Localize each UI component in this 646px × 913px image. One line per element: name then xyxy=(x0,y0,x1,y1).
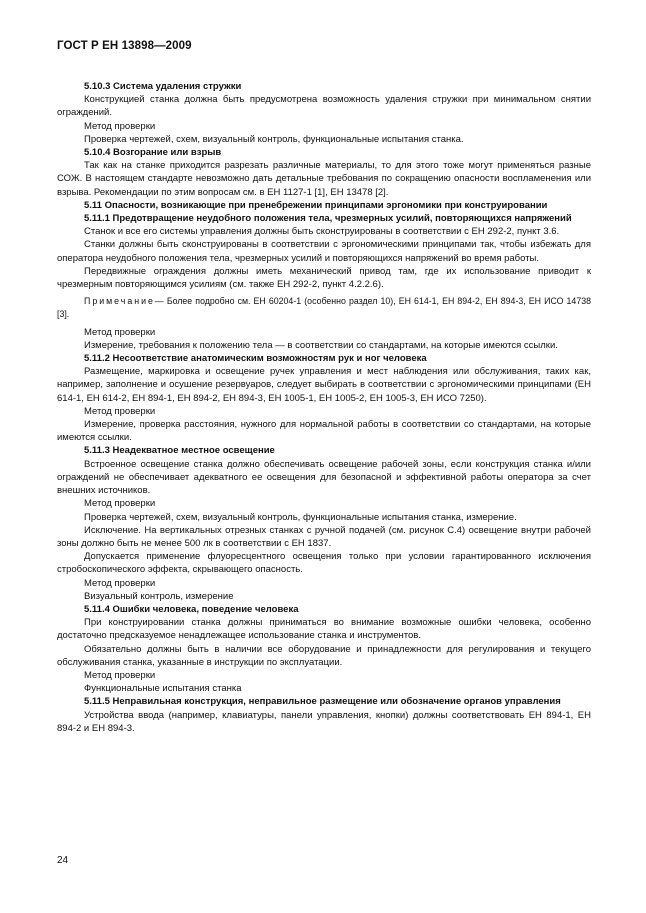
document-header: ГОСТ Р ЕН 13898—2009 xyxy=(57,40,192,52)
paragraph: Станки должны быть сконструированы в соответствии с эргономическими принципами так, чтобы избежать для оператора неудобного положения тела, чрезмерных усилий и повторяющихся напряжений во время работы. xyxy=(57,239,591,264)
paragraph: Встроенное освещение станка должно обеспечивать освещение рабочей зоны, если конструкция станка и/или ограждений не обеспечивает адекватного ее освещения для безопасной и эффективной работы оператора за счет внешних источников. xyxy=(57,458,591,497)
paragraph: Конструкцией станка должна быть предусмотрена возможность удаления стружки при минимальном снятии ограждений. xyxy=(57,94,591,119)
paragraph: Передвижные ограждения должны иметь механический привод там, где их использование приводит к чрезмерным повторяющимся усилиям (см. также ЕН 292-2, пункт 4.2.2.6). xyxy=(57,265,591,291)
method-label: Метод проверки xyxy=(84,498,156,510)
note-label: Примечание xyxy=(84,296,155,307)
paragraph: Устройства ввода (например, клавиатуры, панели управления, кнопки) должны соответствовать ЕН 894-1, ЕН 894-2 и ЕН 894-3. xyxy=(57,709,591,734)
paragraph: Обязательно должны быть в наличии все оборудование и принадлежности для регулирования и текущего обслуживания станка, указанные в инструкции по эксплуатации. xyxy=(57,643,591,668)
paragraph: Проверка чертежей, схем, визуальный контроль, функциональные испытания станка, измерение. xyxy=(84,511,517,523)
paragraph: Размещение, маркировка и освещение ручек управления и мест наблюдения или обслуживания, таких как, например, заполнение и осушение резервуаров, следует выбирать в соответствии с эргономическими принципами (ЕН 614-1, ЕН 614-2, ЕН 894-1, ЕН 894-2, ЕН 894-3, ЕН 1005-1, ЕН 1005-2, ЕН 1005-3, ЕН ИСО 7250). xyxy=(57,366,591,404)
paragraph: Исключение. На вертикальных отрезных станках с ручной подачей (см. рисунок С.4) освещение внутри рабочей зоны должно быть не менее 500 лк в соответствии с ЕН 1837. xyxy=(57,524,591,549)
section-heading: 5.11.1 Предотвращение неудобного положения тела, чрезмерных усилий, повторяющихся напряжений xyxy=(84,213,572,225)
note-paragraph xyxy=(57,295,591,321)
paragraph: Станок и все его системы управления должны быть сконструированы в соответствии с ЕН 292-2, пункт 3.6. xyxy=(84,226,560,238)
document-body xyxy=(57,80,591,735)
section-heading: 5.11.2 Несоответствие анатомическим возможностям рук и ног человека xyxy=(84,353,427,365)
note-text: — Более подробно см. ЕН 60204-1 (особенно раздел 10), ЕН 614-1, ЕН 894-2, ЕН 894-3, ЕН ИСО 14738 [3]. xyxy=(57,296,591,320)
paragraph: Проверка чертежей, схем, визуальный контроль, функциональные испытания станка. xyxy=(84,133,464,145)
paragraph: Измерение, требования к положению тела — в соответствии со стандартами, на которые имеются ссылки. xyxy=(84,339,558,351)
paragraph: Функциональные испытания станка xyxy=(84,683,242,695)
section-heading: 5.11.5 Неправильная конструкция, неправильное размещение или обозначение органов управления xyxy=(84,696,561,708)
page-number: 24 xyxy=(57,855,69,866)
paragraph: Допускается применение флуоресцентного освещения только при условии гарантированного исключения стробоскопического эффекта, скрывающего опасность. xyxy=(57,551,591,576)
section-heading: 5.10.4 Возгорание или взрыв xyxy=(84,147,222,159)
paragraph: Измерение, проверка расстояния, нужного для нормальной работы в соответствии со стандартами, на которые имеются ссылки. xyxy=(57,419,591,444)
method-label: Метод проверки xyxy=(84,405,156,417)
paragraph: Визуальный контроль, измерение xyxy=(84,590,234,602)
method-label: Метод проверки xyxy=(84,577,156,589)
paragraph: При конструировании станка должны приниматься во внимание возможные ошибки человека, особенно достаточно предсказуемое ненадлежащее использование станка и инструментов. xyxy=(57,617,591,642)
method-label: Метод проверки xyxy=(84,326,156,338)
section-heading: 5.11.4 Ошибки человека, поведение человека xyxy=(84,603,299,615)
method-label: Метод проверки xyxy=(84,669,156,681)
paragraph: Так как на станке приходится разрезать различные материалы, то для этого тоже могут применяться разные СОЖ. В настоящем стандарте невозможно дать детальные требования по сокращению опасности воспламенения или взрыва. Рекомендации по этим вопросам см. в ЕН 1127-1 [1], ЕН 13478 [2]. xyxy=(57,160,591,198)
section-heading: 5.11 Опасности, возникающие при пренебрежении принципами эргономики при конструировании xyxy=(84,199,548,211)
method-label: Метод проверки xyxy=(84,120,156,132)
section-heading: 5.11.3 Неадекватное местное освещение xyxy=(84,445,275,457)
section-heading: 5.10.3 Система удаления стружки xyxy=(84,81,242,92)
